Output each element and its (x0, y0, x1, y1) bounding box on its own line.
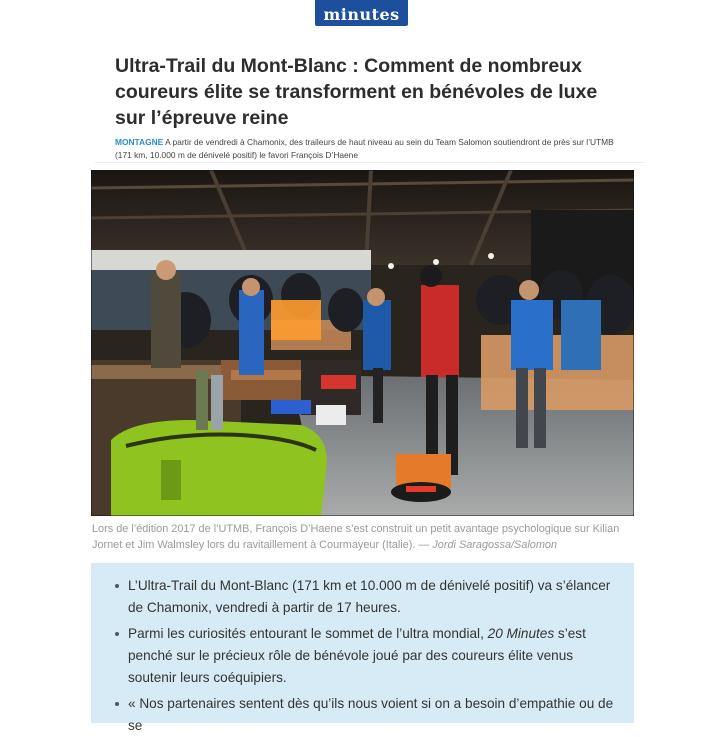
site-logo[interactable] (315, 0, 408, 26)
summary-text: Parmi les curiosités entourant le sommet de l’ultra mondial, (128, 626, 488, 641)
summary-item (115, 575, 620, 619)
publication-name: 20 Minutes (487, 626, 555, 641)
article-headline: Ultra-Trail du Mont-Blanc : Comment de nombreux coureurs élite se transforment en bénévoles de luxe sur l’épreuve reine (115, 55, 598, 129)
caption-text: Lors de l’édition 2017 de l’UTMB, François D’Haene s’est construit un petit avantage psychologique sur Kilian Jornet et Jim Walmsley lors du ravitaillement à Courmayeur (Italie). (92, 523, 620, 551)
summary-text: s’est penché sur le précieux rôle de bénévole joué par des coureurs élite venus soutenir leurs coéquipiers. (128, 626, 586, 685)
lead-text: A partir de vendredi à Chamonix, des traileurs de haut niveau au sein du Team Salomon soutiendront de près sur l’UTMB (171 km, 10.000 m de dénivelé positif) le favori François D’Haene (115, 137, 614, 160)
article-photo (91, 170, 634, 516)
rubric-link[interactable]: MONTAGNE (115, 137, 164, 147)
summary-item (115, 693, 620, 737)
logo-text: minutes (323, 5, 400, 24)
divider (95, 162, 645, 163)
photo-credit: — Jordi Saragossa/Salomon (418, 539, 558, 551)
summary-text: « Nos partenaires sentent dès qu’ils nous voient si on a besoin d’empathie ou de se (128, 696, 614, 733)
photo-caption (92, 521, 637, 553)
article-lead (115, 136, 615, 162)
summary-text: L’Ultra-Trail du Mont-Blanc (171 km et 10.000 m de dénivelé positif) va s’élancer de Chamonix, vendredi à partir de 17 heures. (128, 578, 611, 615)
summary-item (115, 623, 620, 689)
article-summary (91, 563, 634, 733)
